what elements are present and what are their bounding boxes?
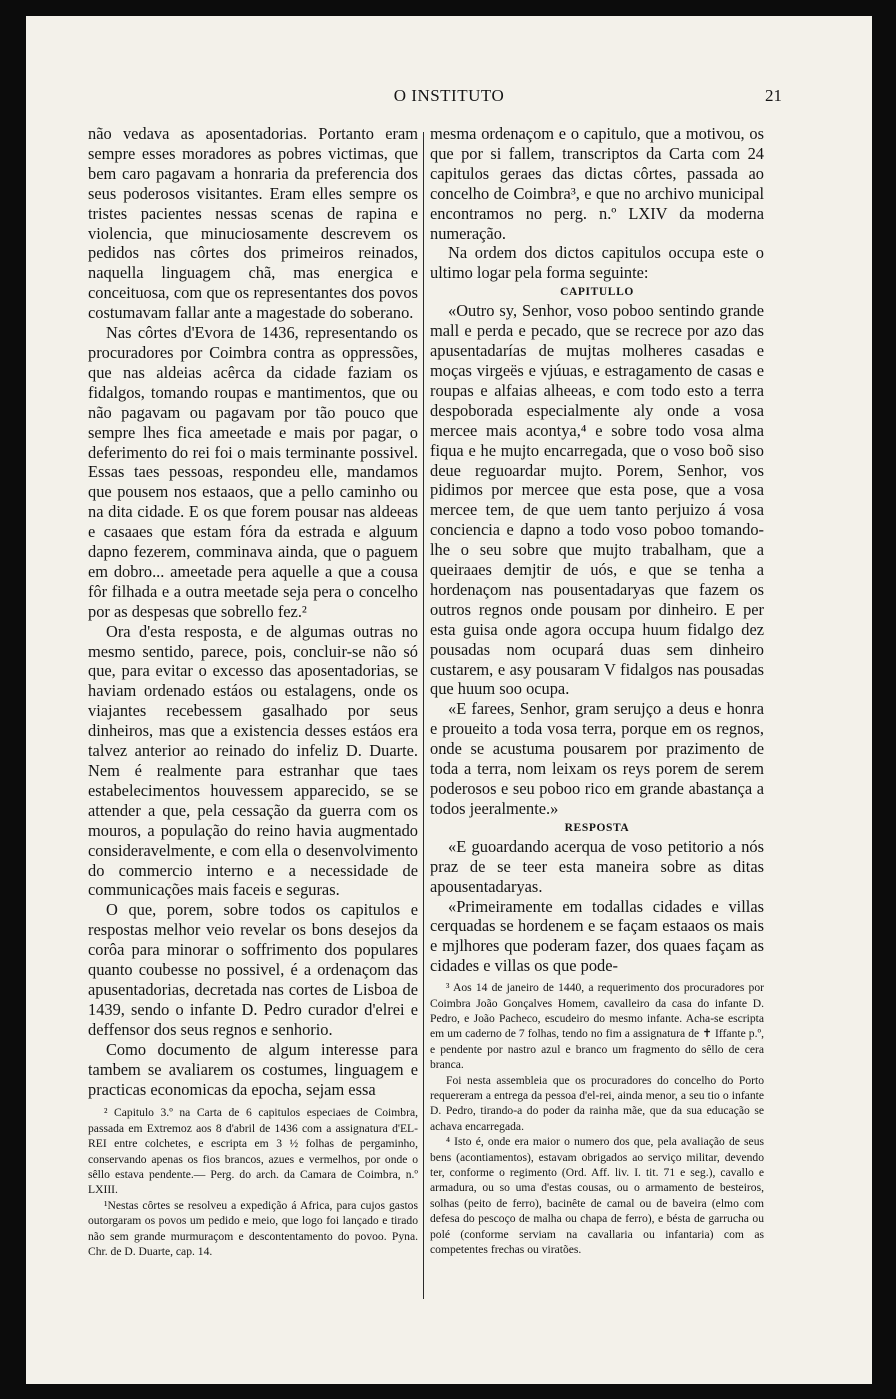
body-paragraph: Nas côrtes d'Evora de 1436, representando os procuradores por Coimbra contra as oppressões, que nas aldeias acêrca da cidade faziam os fidalgos, tomando roupas e mantimentos, que ou não pagavam ou pagavam por tão pouco que sempre lhes fica ameetade e mais por pagar, o deferimento do rei foi o mais terminante possivel. Essas taes pessoas, respondeu elle, mandamos que pousem nos estaaos, que a pello caminho ou na dita cidade. E os que forem pousar nas aldeeas e casaaes que estam fóra da estrada e alguum dapno fezerem, comminava ainda, que o paguem em dobro... ameetade pera aquelle a que a cousa fôr filhada e a outra meetade seja pera o concelho por as despesas que sobrello fez.²: [88, 323, 418, 621]
body-paragraph: O que, porem, sobre todos os capitulos e respostas melhor veio revelar os bons desejos da corôa para minorar o soffrimento dos populares quanto coubesse no possivel, é a ordenaçom das apusentadorias, decretada nas cortes de Lisboa de 1439, sendo o infante D. Pedro curador d'elrei e deffensor dos seus regnos e senhorio.: [88, 900, 418, 1039]
page-number: 21: [765, 86, 782, 105]
quoted-paragraph: «Primeiramente em todallas cidades e villas cerquadas se hordenem e se façam estaaos os mais e mjlhores que poderam fazer, dos quaes façam as cidades e villas os que pode-: [430, 896, 764, 976]
right-column: [430, 124, 764, 1257]
body-paragraph: Na ordem dos dictos capitulos occupa este o ultimo logar pela forma seguinte:: [430, 243, 764, 283]
left-column: [88, 124, 418, 1259]
body-paragraph: Como documento de algum interesse para tambem se avaliarem os costumes, linguagem e practicas economicas da epocha, sejam essa: [88, 1039, 418, 1099]
footnotes-left: [88, 1105, 418, 1259]
footnote: ⁴ Isto é, onde era maior o numero dos que, pela avaliação de seus bens (acontiamentos), estavam obrigados ao serviço militar, devendo ter, conforme o regimento (Ord. Aff. liv. I. tit. 71 e seg.), cavallo e armadura, ou so uma d'estas cousas, ou o armamento de besteiros, solhas (peito de ferro), bacinête de camal ou de baveira (elmo com defesa do pescoço de malha ou chapa de ferro), e bésta de garrucha ou polé (conforme serviam na cavallaria ou infantaria) com as competentes frechas ou viratões.: [430, 1135, 764, 1257]
column-divider: [423, 132, 424, 1299]
running-title: O INSTITUTO: [393, 86, 505, 105]
footnote: ² Capitulo 3.º na Carta de 6 capitulos especiaes de Coimbra, passada em Extremoz aos 8 d'abril de 1436 com a assignatura d'EL-REI entre colchetes, e escripta em 3 ½ folhas de pergaminho, conservando apenas os fios brancos, azues e vermelhos, por onde o sêllo estava pendente.— Perg. do arch. da Camara de Coimbra, n.º LXIII.: [88, 1106, 418, 1197]
body-paragraph: mesma ordenaçom e o capitulo, que a motivou, os que por si fallem, transcriptos da Carta com 24 capitulos geraes das dictas côrtes, passada ao concelho de Coimbra³, e que no archivo municipal encontramos no perg. n.º LXIV da moderna numeração.: [430, 124, 764, 243]
quoted-paragraph: «Outro sy, Senhor, voso poboo sentindo grande mall e perda e pecado, que se recrece por azo das apusentadarías de mujtas molheres casadas e moças virgeës e vjúuas, e estragamento de casas e roupas e alfaias alheeas, e com todo esto a terra despoborada especialmente aly onde a vosa mercee mais acontya,⁴ e sobre todo vosa alma fiqua e he mujto encarregada, que o voso boõ siso deue reguoardar mujto. Porem, Senhor, vos pidimos por mercee que esta pose, que a vosa mercee tem, de que uem tanto perjuizo á vosa conciencia e dapno a todo voso poboo tomando-lhe o seu sobre que mujto trabalham, que a queiraaes demjtir de uós, e que se tenha a hordenaçom nas pousentadaryas que fazem os outros regnos onde pousam por dinheiro. E per esta guisa onde agora occupa huum fidalgo dez pousadas nom ocupará duas sem dinheiro custarem, e asy pousaram V fidalgos nas pousadas que huum soo ocupa.: [430, 301, 764, 699]
body-paragraph: Ora d'esta resposta, e de algumas outras no mesmo sentido, parece, pois, concluir-se não só que, para evitar o excesso das aposentadorias, se haviam ordenado estáos ou estalagens, onde os viajantes recebessem gasalhado por seus dinheiros, mas que a existencia desses estáos era talvez anterior ao reinado do infeliz D. Duarte. Nem é realmente para estranhar que taes estabelecimentos houvessem apparecido, se se attender a que, pela cessação da guerra com os mouros, a população do reino havia augmentado consideravelmente, e com ella o desenvolvimento do commercio interno e a necessidade de communicações mais faceis e seguras.: [88, 621, 418, 900]
footnote: Foi nesta assembleia que os procuradores do concelho do Porto requereram a entrega da pessoa d'el-rei, ainda menor, a seu tio o infante D. Pedro, tirando-a do poder da rainha mãe, que da sua educação se achava encarregada.: [430, 1073, 764, 1133]
section-heading-resposta: RESPOSTA: [564, 821, 630, 834]
document-page: [26, 16, 872, 1384]
footnote: ¹Nestas côrtes se resolveu a expedição á Africa, para cujos gastos outorgaram os povos um pedido e meio, que logo foi lançado e tirado não sem grande murmuraçom e descontentamento do povoo. Pyna. Chr. de D. Duarte, cap. 14.: [88, 1198, 418, 1259]
quoted-paragraph: «E farees, Senhor, gram serujço a deus e honra e proueito a toda vosa terra, porque em os regnos, onde se acustuma pousarem por prazimento de toda a terra, nom leixam os reys porem de serem poderosos e seu poboo rico em grande abastança a todos jeeralmente.»: [430, 699, 764, 818]
footnote: ³ Aos 14 de janeiro de 1440, a requerimento dos procuradores por Coimbra João Gonçalves Homem, cavalleiro da casa do infante D. Pedro, e João Pacheco, escudeiro do mesmo infante. Acha-se escripta em um caderno de 7 folhas, tendo no fim a assignatura de ✝ Iffante p.º, e pendente por nastro azul e branco um fragmento do sêllo de cera branca.: [430, 981, 764, 1072]
page-header: [26, 86, 872, 110]
quoted-paragraph: «E guoardando acerqua de voso petitorio a nós praz de se teer esta maneira sobre as ditas apousentadaryas.: [430, 836, 764, 896]
section-heading-capitulo: CAPITULLO: [560, 286, 634, 299]
footnotes-right: [430, 980, 764, 1257]
body-paragraph: não vedava as aposentadorias. Portanto eram sempre esses moradores as pobres victimas, que bem caro pagavam a honraria da preferencia dos seus poderosos visitantes. Eram elles sempre os tristes pacientes nessas scenas de rapina e violencia, que minuciosamente descrevem os pedidos nas côrtes dos primeiros reinados, naquella linguagem chã, mas energica e conceituosa, com que os representantes dos povos costumavam fallar ante a magestade do soberano.: [88, 124, 418, 323]
